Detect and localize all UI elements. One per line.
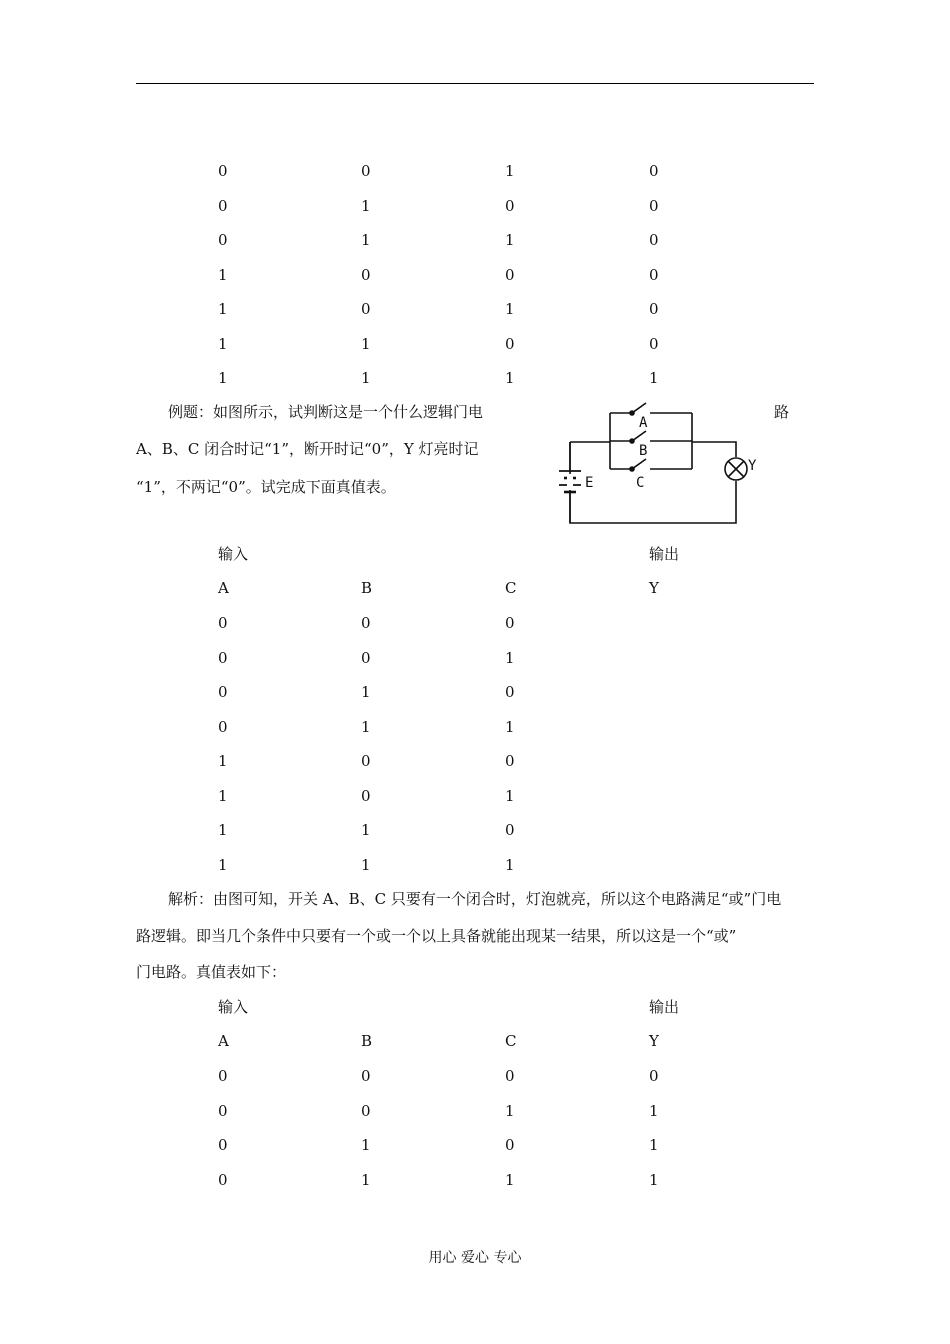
table-cell: 1	[505, 717, 515, 736]
table3-header-row	[0, 1030, 950, 1052]
table-cell: 0	[361, 648, 371, 667]
table-cell: 0	[218, 614, 228, 632]
table-cell: 0	[505, 683, 515, 701]
table-cell: 0	[361, 614, 371, 632]
table-cell: 1	[218, 334, 228, 353]
switch-b-label: B	[639, 443, 648, 459]
table-cell: 0	[218, 196, 228, 215]
table-row	[0, 1134, 950, 1156]
example-line-2: A、B、C 闭合时记“1”，断开时记“0”，Y 灯亮时记	[136, 440, 479, 458]
table-cell: 0	[218, 1067, 228, 1085]
table2-header-a: A	[218, 579, 229, 597]
table-row	[0, 298, 950, 320]
lamp-label: Y	[748, 458, 757, 474]
table2-header-y: Y	[649, 579, 659, 597]
table-cell: 0	[505, 752, 515, 770]
table-cell: 1	[361, 1136, 371, 1154]
table-cell: 0	[218, 1101, 228, 1120]
table-cell: 0	[218, 717, 228, 736]
table-cell: 0	[361, 265, 371, 284]
table-cell: 0	[361, 786, 371, 805]
table-cell: 0	[361, 300, 371, 318]
table-cell: 0	[218, 162, 228, 180]
header-rule	[136, 83, 814, 84]
table3-group-labels	[0, 996, 950, 1018]
table-cell: 1	[505, 1170, 515, 1189]
table-row	[0, 819, 950, 841]
table-cell: 1	[649, 1170, 659, 1189]
table3-header-c: C	[505, 1032, 517, 1050]
battery-label: E	[585, 475, 594, 491]
table-cell: 1	[505, 369, 515, 387]
table-cell: 1	[649, 369, 659, 387]
table-row	[0, 716, 950, 738]
table-row	[0, 1169, 950, 1191]
table2-input-label: 输入	[218, 545, 249, 563]
table-cell: 0	[649, 265, 659, 284]
table-cell: 0	[218, 1136, 228, 1154]
table-cell: 1	[218, 786, 228, 805]
table-cell: 1	[361, 369, 371, 387]
table-cell: 1	[218, 265, 228, 284]
table-cell: 0	[361, 162, 371, 180]
table-cell: 0	[218, 1170, 228, 1189]
table-cell: 0	[505, 1067, 515, 1085]
table-cell: 0	[649, 162, 659, 180]
table3-header-y: Y	[649, 1032, 659, 1050]
table-cell: 0	[649, 300, 659, 318]
table-cell: 1	[505, 1101, 515, 1120]
table-cell: 1	[218, 300, 228, 318]
table-cell: 1	[361, 717, 371, 736]
table-cell: 0	[649, 231, 659, 249]
example-line-3: “1”，不两记“0”。试完成下面真值表。	[136, 478, 396, 496]
table-cell: 1	[649, 1101, 659, 1120]
table-cell: 1	[505, 855, 515, 874]
table-cell: 0	[218, 231, 228, 249]
table-cell: 0	[505, 196, 515, 215]
table-cell: 1	[218, 855, 228, 874]
table-row	[0, 367, 950, 389]
page-footer: 用心 爱心 专心	[428, 1250, 522, 1266]
table-row	[0, 785, 950, 807]
table-cell: 1	[361, 1170, 371, 1189]
table-row	[0, 160, 950, 182]
table2-output-label: 输出	[649, 545, 680, 563]
table-cell: 0	[505, 821, 515, 839]
table-cell: 0	[505, 334, 515, 353]
analysis-line-3: 门电路。真值表如下：	[136, 963, 287, 981]
table-cell: 0	[361, 1101, 371, 1120]
table-cell: 0	[649, 334, 659, 353]
example-line-1-end: 路	[774, 403, 790, 421]
circuit-diagram	[550, 395, 780, 530]
table-row	[0, 195, 950, 217]
table-cell: 1	[505, 648, 515, 667]
table-cell: 1	[505, 162, 515, 180]
table-cell: 0	[649, 196, 659, 215]
table-row	[0, 750, 950, 772]
table-cell: 0	[505, 265, 515, 284]
table2-header-c: C	[505, 579, 517, 597]
table2-header-b: B	[361, 579, 373, 597]
table-cell: 1	[505, 300, 515, 318]
switch-c-label: C	[636, 475, 645, 491]
table-row	[0, 1065, 950, 1087]
table3-header-b: B	[361, 1032, 373, 1050]
table-cell: 1	[218, 752, 228, 770]
table-row	[0, 1100, 950, 1122]
table2-header-row	[0, 577, 950, 599]
example-line-1: 例题：如图所示，试判断这是一个什么逻辑门电	[168, 403, 484, 421]
table-cell: 0	[505, 614, 515, 632]
table-cell: 1	[361, 334, 371, 353]
table-cell: 0	[361, 1067, 371, 1085]
table-cell: 0	[361, 752, 371, 770]
table-cell: 1	[361, 855, 371, 874]
table-cell: 1	[505, 231, 515, 249]
table2-group-labels	[0, 543, 950, 565]
table-cell: 0	[505, 1136, 515, 1154]
analysis-line-1: 解析：由图可知，开关 A、B、C 只要有一个闭合时，灯泡就亮，所以这个电路满足“或”门电	[168, 890, 782, 908]
table-row	[0, 264, 950, 286]
table-cell: 1	[218, 821, 228, 839]
table-row	[0, 333, 950, 355]
switch-a-label: A	[639, 415, 648, 431]
table3-header-a: A	[218, 1032, 229, 1050]
table-cell: 1	[361, 196, 371, 215]
table-row	[0, 229, 950, 251]
table-cell: 1	[218, 369, 228, 387]
table-cell: 0	[218, 648, 228, 667]
table-cell: 1	[361, 683, 371, 701]
table-row	[0, 612, 950, 634]
table-cell: 0	[218, 683, 228, 701]
table-cell: 0	[649, 1067, 659, 1085]
table3-output-label: 输出	[649, 998, 680, 1016]
table-row	[0, 681, 950, 703]
table-cell: 1	[361, 231, 371, 249]
table-row	[0, 647, 950, 669]
table-row	[0, 854, 950, 876]
analysis-line-2: 路逻辑。即当几个条件中只要有一个或一个以上具备就能出现某一结果，所以这是一个“或”	[136, 927, 737, 945]
table-cell: 1	[505, 786, 515, 805]
table3-input-label: 输入	[218, 998, 249, 1016]
table-cell: 1	[361, 821, 371, 839]
table-cell: 1	[649, 1136, 659, 1154]
